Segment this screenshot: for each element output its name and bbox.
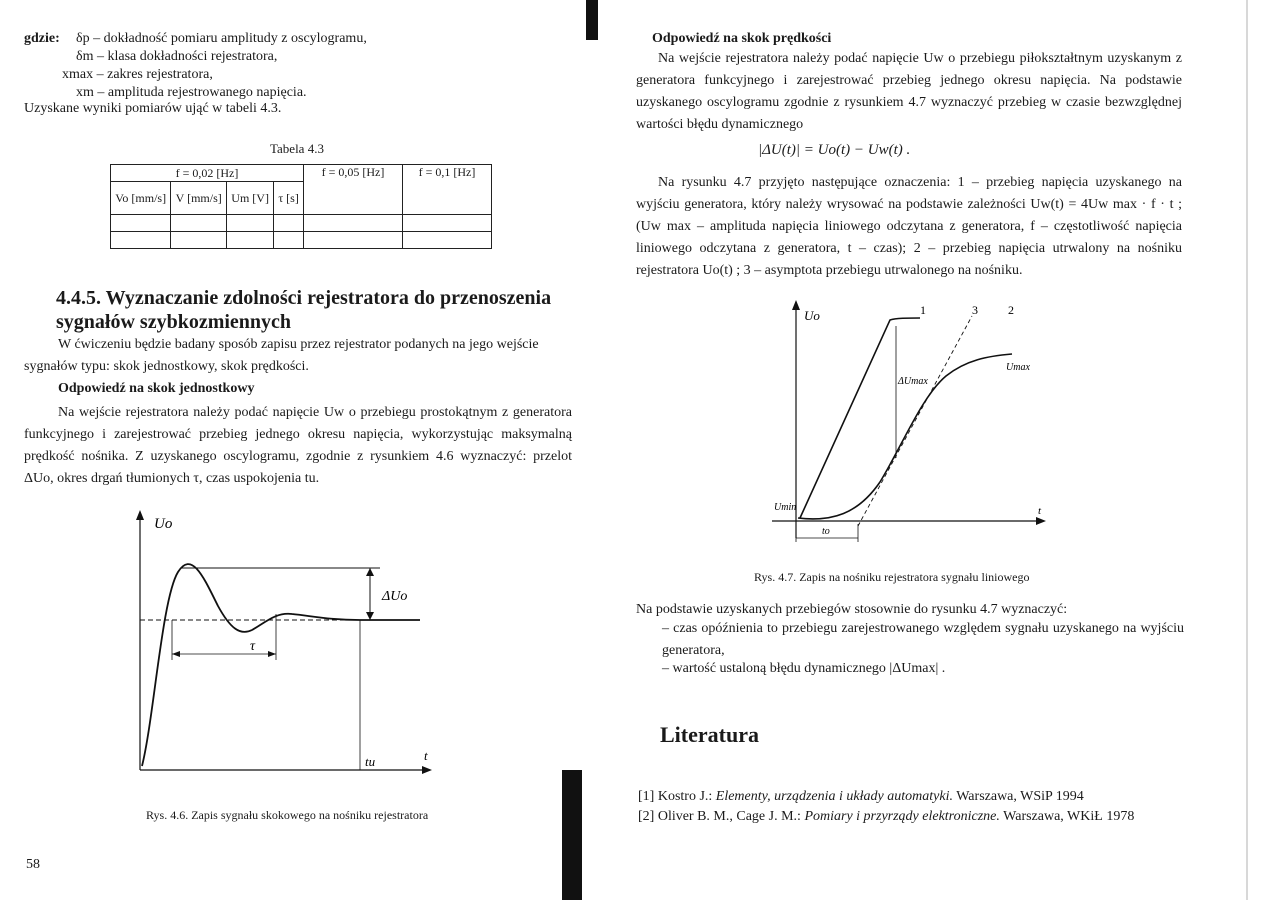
def-1: δp – dokładność pomiaru amplitudy z oscylogramu,: [76, 31, 367, 46]
umax-label: Umax: [1006, 362, 1030, 373]
col-tau: τ [s]: [274, 182, 304, 215]
literature-heading: Literatura: [660, 722, 759, 747]
tau-label: τ: [250, 639, 256, 654]
delta-arrow-head-down: [366, 612, 374, 620]
col-um: Um [V]: [227, 182, 274, 215]
t-label: t: [1038, 505, 1042, 517]
ref2-pub: Warszawa, WKiŁ 1978: [1003, 809, 1135, 824]
caption-4-7: Rys. 4.7. Zapis na nośniku rejestratora sygnału liniowego: [754, 570, 1030, 584]
col-v: V [mm/s]: [171, 182, 227, 215]
asymptote: [858, 316, 972, 526]
y-label: Uo: [804, 308, 820, 323]
y-arrow: [136, 510, 144, 520]
tasks-intro: Na podstawie uzyskanych przebiegów stosownie do rysunku 4.7 wyznaczyć:: [636, 602, 1068, 617]
t-label: t: [424, 748, 428, 763]
para-ramp: Na wejście rejestratora należy podać napięcie Uw o przebiegu piłokształtnym uzyskanym z generatora funkcyjnego i zarejestrować przebieg jednego okresu napięcia. Na podstawie uzyskanego oscylogramu zgodnie z rysunkiem 4.7 wyznaczyć przebieg w czasie bezwzględnej wartości błędu dynamicznego: [636, 51, 1182, 132]
figure-4-7: [762, 296, 1062, 551]
subheading-step: Odpowiedź na skok jednostkowy: [58, 381, 255, 396]
ref2-authors: Oliver B. M., Cage J. M.:: [657, 809, 801, 824]
subheading-ramp: Odpowiedź na skok prędkości: [652, 31, 832, 46]
tu-label: tu: [365, 754, 376, 769]
task-2: – wartość ustaloną błędu dynamicznego |ΔUmax| .: [662, 661, 946, 676]
ref2-title: Pomiary i przyrządy elektroniczne.: [804, 809, 1000, 824]
freq-1: f = 0,02 [Hz]: [111, 165, 304, 182]
def-2: δm – klasa dokładności rejestratora,: [76, 49, 278, 64]
figure-4-6: [120, 508, 440, 778]
task-1: – czas opóźnienia to przebiegu zarejestrowanego względem sygnału uzyskanego na wyjściu generatora,: [662, 621, 1184, 658]
label-1: 1: [920, 303, 926, 317]
tau-arrow-head-right: [268, 651, 276, 657]
generator-signal: [800, 318, 920, 518]
summary-line: Uzyskane wyniki pomiarów ująć w tabeli 4.3.: [24, 101, 282, 116]
label-3: 3: [972, 303, 978, 317]
table-title: Tabela 4.3: [270, 141, 324, 156]
ref1-title: Elementy, urządzenia i układy automatyki.: [715, 789, 953, 804]
step-response-curve: [142, 564, 420, 766]
section-intro: W ćwiczeniu będzie badany sposób zapisu przez rejestrator podanych na jego wejście sygnałów typu: skok jednostkowy, skok prędkości.: [24, 337, 539, 374]
def-3: xmax – zakres rejestratora,: [62, 67, 213, 82]
reference-1: [638, 788, 1084, 806]
freq-2: f = 0,05 [Hz]: [304, 165, 403, 215]
delta-arrow-head-up: [366, 568, 374, 576]
label-2: 2: [1008, 303, 1014, 317]
left-page: [0, 0, 600, 900]
y-arrow: [792, 300, 800, 310]
x-arrow: [422, 766, 432, 774]
dumax-label: ΔUmax: [898, 376, 928, 387]
to-label: to: [822, 526, 830, 537]
col-vo: Vo [mm/s]: [111, 182, 171, 215]
equation: |ΔU(t)| = Uo(t) − Uw(t) .: [758, 142, 911, 158]
x-arrow: [1036, 517, 1046, 525]
delta-label: ΔUo: [382, 589, 408, 604]
results-table: [110, 164, 492, 249]
ref2-num: [2]: [638, 809, 655, 824]
para-legend: Na rysunku 4.7 przyjęto następujące oznaczenia: 1 – przebieg napięcia uzyskanego na wyjściu generatora, który należy wrysować na podstawie zależności Uw(t) = 4Uw max · f · t ; (Uw max – amplituda napięcia liniowego odczytana z generatora, f – częstotliwość napięcia liniowego odczytana z generatora, t – czas); 2 – przebieg napięcia utrwalony na nośniku rejestratora Uo(t) ; 3 – asymptota przebiegu utrwalonego na nośniku.: [636, 175, 1182, 278]
ref1-pub: Warszawa, WSiP 1994: [956, 789, 1084, 804]
umin-label: Umin: [774, 502, 797, 513]
section-heading: 4.4.5. Wyznaczanie zdolności rejestratora do przenoszenia sygnałów szybkozmiennych: [56, 287, 552, 333]
y-label: Uo: [154, 516, 173, 532]
tau-arrow-head-left: [172, 651, 180, 657]
freq-3: f = 0,1 [Hz]: [403, 165, 492, 215]
defs-gdzie: gdzie:: [24, 31, 60, 46]
page-number: 58: [26, 857, 40, 872]
def-4: xm – amplituda rejestrowanego napięcia.: [76, 85, 307, 100]
ref1-authors: Kostro J.:: [657, 789, 713, 804]
ref1-num: [1]: [638, 789, 655, 804]
caption-4-6: Rys. 4.6. Zapis sygnału skokowego na nośniku rejestratora: [146, 808, 429, 822]
reference-2: [638, 808, 1134, 826]
right-page: [612, 0, 1266, 900]
para-step: Na wejście rejestratora należy podać napięcie Uw o przebiegu prostokątnym z generatora funkcyjnego i zarejestrować przebieg jednego okresu napięcia, wykorzystując maksymalną prędkość nośnika. Z uzyskanego oscylogramu, zgodnie z rysunkiem 4.6 wyznaczyć: przelot ΔUo, okres drgań tłumionych τ, czas uspokojenia tu.: [24, 405, 572, 486]
